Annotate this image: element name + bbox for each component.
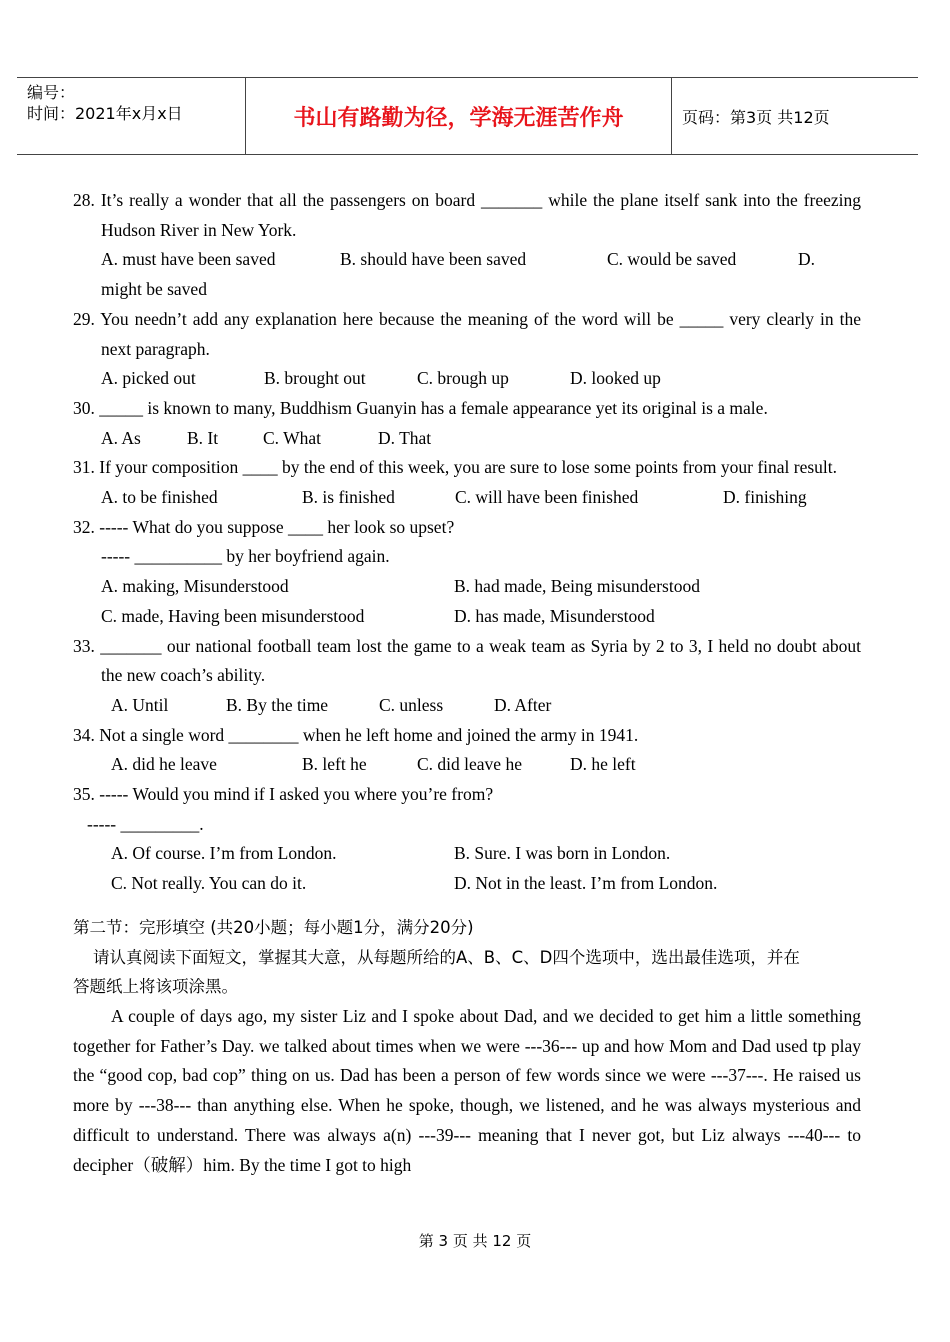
question-stem: 34. Not a single word ________ when he left home and joined the army in 1941. xyxy=(73,724,639,745)
option-c: C. would be saved xyxy=(607,249,737,270)
header-page-info: 页码：第3页 共12页 xyxy=(682,107,830,127)
option-row xyxy=(73,750,861,780)
option-row xyxy=(73,364,861,394)
time-label: 时间：2021年x月x日 xyxy=(27,104,183,123)
option-a: A. Of course. I’m from London. xyxy=(111,843,337,864)
section-title: 第二节：完形填空 (共20小题；每小题1分，满分20分) xyxy=(73,917,474,937)
option-a: A. picked out xyxy=(101,368,196,389)
option-b: B. had made, Being misunderstood xyxy=(454,576,700,597)
option-d: D. After xyxy=(494,694,552,715)
number-label: 编号： xyxy=(27,83,76,102)
option-b: B. should have been saved xyxy=(340,249,527,270)
option-a: A. to be finished xyxy=(101,487,218,508)
question-33 xyxy=(73,632,861,721)
page-header xyxy=(17,77,918,155)
option-d: D. looked up xyxy=(570,368,661,389)
option-c: C. brough up xyxy=(417,368,509,389)
option-row xyxy=(73,572,861,602)
option-row xyxy=(73,275,861,305)
option-b: B. left he xyxy=(302,754,367,775)
option-row xyxy=(73,483,861,513)
dialogue-line: ----- __________ by her boyfriend again. xyxy=(101,546,390,567)
document-body xyxy=(73,186,861,1180)
option-d: D. Not in the least. I’m from London. xyxy=(454,873,718,894)
option-a: A. Until xyxy=(111,694,169,715)
question-35 xyxy=(73,780,861,899)
option-b: B. Sure. I was born in London. xyxy=(454,843,671,864)
question-stem: 31. If your composition ____ by the end of this week, you are sure to lose some points from your final result. xyxy=(73,457,838,478)
option-a: A. As xyxy=(101,427,141,448)
option-d: D. has made, Misunderstood xyxy=(454,605,655,626)
option-c: C. will have been finished xyxy=(455,487,639,508)
option-a: A. must have been saved xyxy=(101,249,276,270)
section-instruction: 请认真阅读下面短文，掌握其大意，从每题所给的A、B、C、D四个选项中，选出最佳选项，并在答题纸上将该项涂黑。 xyxy=(73,947,800,997)
question-stem: 30. _____ is known to many, Buddhism Guanyin has a female appearance yet its original is a male. xyxy=(73,397,768,418)
option-b: B. By the time xyxy=(226,694,329,715)
question-30 xyxy=(73,394,861,453)
question-32 xyxy=(73,513,861,632)
option-b: B. It xyxy=(187,427,219,448)
question-stem: 35. ----- Would you mind if I asked you where you’re from? xyxy=(73,784,494,805)
header-meta xyxy=(17,78,246,154)
option-row xyxy=(73,869,861,899)
question-stem: 28. It’s really a wonder that all the passengers on board _______ while the plane itself sank into the freezing Hudson River in New York. xyxy=(73,190,861,240)
option-c: C. unless xyxy=(379,694,444,715)
page-footer: 第 3 页 共 12 页 xyxy=(418,1232,532,1250)
dialogue-line: ----- _________. xyxy=(87,813,204,834)
option-b: B. is finished xyxy=(302,487,395,508)
question-34 xyxy=(73,721,861,780)
option-row xyxy=(73,691,861,721)
option-row xyxy=(73,839,861,869)
option-d: D. he left xyxy=(570,754,636,775)
question-stem: 33. _______ our national football team lost the game to a weak team as Syria by 2 to 3, I held no doubt about the new coach’s ability. xyxy=(73,635,861,686)
option-row xyxy=(73,602,861,632)
option-d: D. finishing xyxy=(723,487,807,508)
option-d: D. That xyxy=(378,427,432,448)
question-29 xyxy=(73,305,861,394)
option-c: C. made, Having been misunderstood xyxy=(101,605,365,626)
option-c: C. did leave he xyxy=(417,754,522,775)
header-motto: 书山有路勤为径，学海无涯苦作舟 xyxy=(246,78,672,154)
cloze-passage: A couple of days ago, my sister Liz and I spoke about Dad, and we decided to get him a little something together for Father’s Day. we talked about times when we were ---36--- up and how Mom and Dad used tp play the “good cop, bad cop” thing on us. Dad has been a person of few words since we were ---37---. He raised us more by ---38--- than anything else. When he spoke, though, we listened, and he was always mysterious and difficult to understand. There was always a(n) ---39--- meaning that I never got, but Liz always ---40--- to decipher（破解）him. By the time I got to high xyxy=(73,1005,861,1175)
option-d-text: might be saved xyxy=(101,279,207,300)
option-row xyxy=(73,424,861,454)
option-a: A. making, Misunderstood xyxy=(101,576,289,597)
question-stem: 29. You needn’t add any explanation here because the meaning of the word will be _____ very clearly in the next paragraph. xyxy=(73,308,861,359)
option-c: C. What xyxy=(263,427,322,448)
question-28 xyxy=(73,186,861,305)
option-a: A. did he leave xyxy=(111,754,217,775)
question-stem: 32. ----- What do you suppose ____ her look so upset? xyxy=(73,516,455,537)
question-31 xyxy=(73,453,861,512)
option-c: C. Not really. You can do it. xyxy=(111,873,307,894)
option-b: B. brought out xyxy=(264,368,366,389)
option-d: D. xyxy=(798,249,816,270)
option-row xyxy=(73,245,861,275)
